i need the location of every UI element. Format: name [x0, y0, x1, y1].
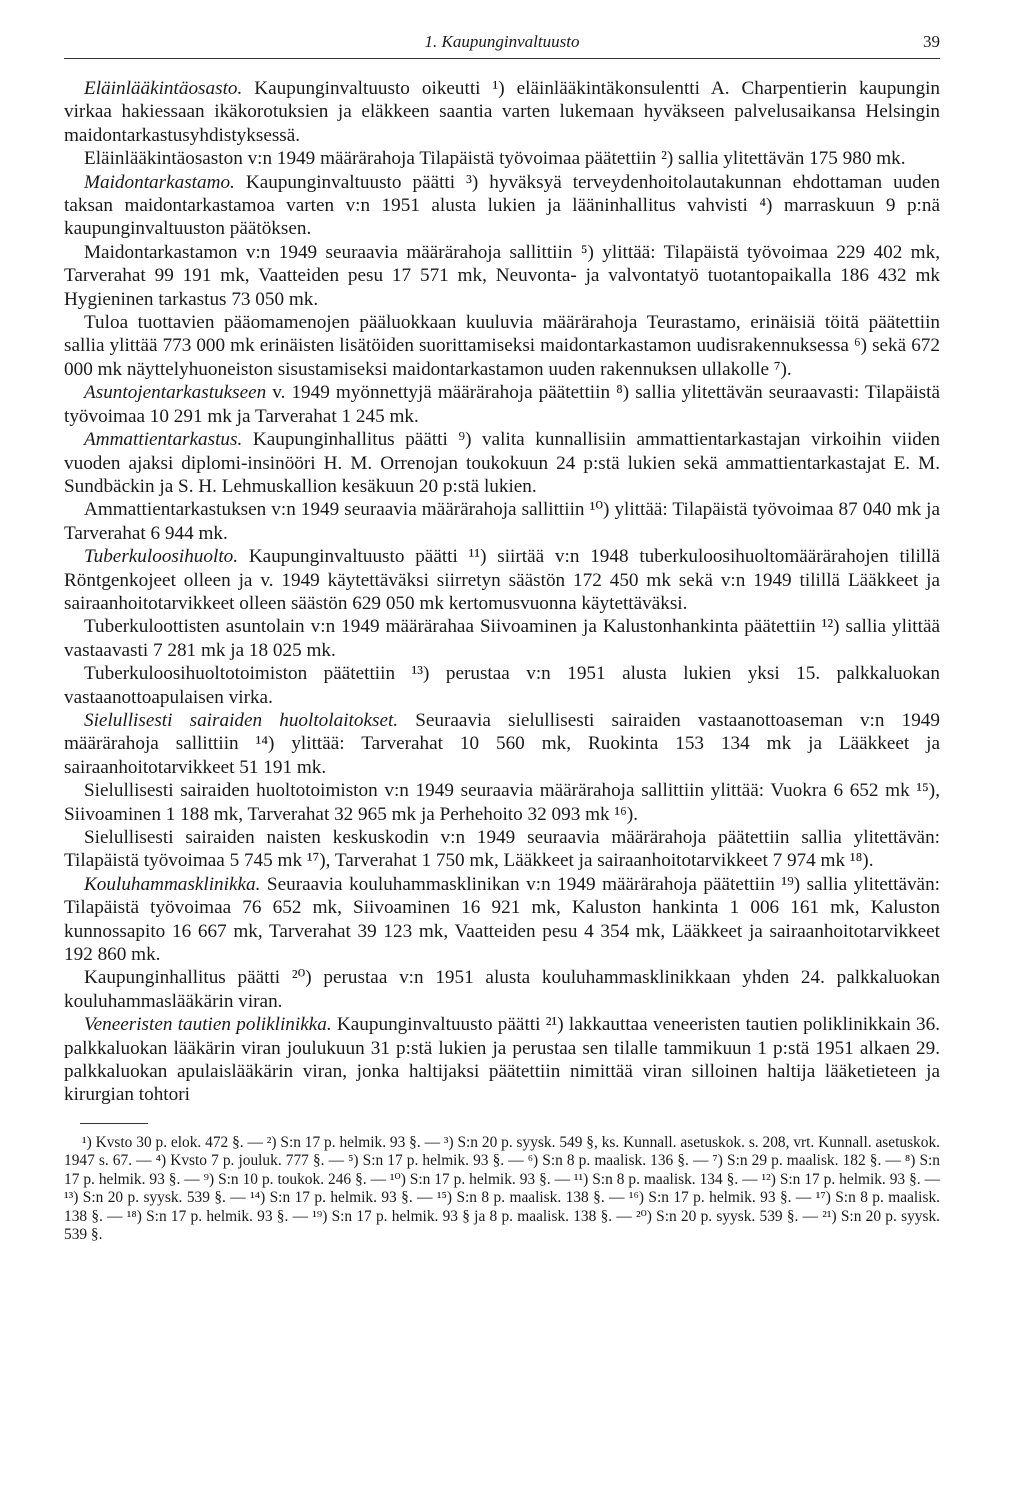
document-page — [64, 28, 940, 1244]
paragraph-text: Maidontarkastamon v:n 1949 seuraavia määrärahoja sallittiin ⁵) ylittää: Tilapäistä työvoimaa 229 402 mk, Tarverahat 99 191 mk, Vaatteiden pesu 17 571 mk, Neuvonta- ja valvontatyö tuotantopaikalla 186 432 mk Hygieninen tarkastus 73 050 mk. — [64, 241, 940, 310]
paragraph-text: Eläinlääkintäosaston v:n 1949 määrärahoja Tilapäistä työvoimaa päätettiin ²) sallia ylitettävän 175 980 mk. — [84, 148, 906, 170]
paragraph — [64, 311, 940, 381]
paragraph — [64, 498, 940, 545]
paragraph-text: v. 1949 myönnettyjä määrärahoja päätettiin ⁸) sallia ylitettävän seuraavasti: Tilapäistä työvoimaa 10 291 mk ja Tarverahat 1 245 mk. — [64, 382, 940, 427]
paragraph — [64, 428, 940, 498]
paragraph-text: Tuberkuloosihuoltotoimiston päätettiin ¹³) perustaa v:n 1951 alusta lukien yksi 15. palkkaluokan vastaanottoapulaisen virka. — [64, 663, 940, 708]
paragraph-text: Kaupunginhallitus päätti ²⁰) perustaa v:n 1951 alusta kouluhammasklinikkaan yhden 24. palkkaluokan kouluhammaslääkärin viran. — [64, 967, 941, 1012]
header-rule — [64, 58, 940, 59]
paragraph — [64, 966, 940, 1013]
section-heading: Tuberkuloosihuolto. — [84, 546, 239, 568]
paragraph — [64, 171, 940, 241]
paragraph — [64, 615, 940, 662]
paragraph — [64, 545, 940, 615]
section-heading: Sielullisesti sairaiden huoltolaitokset. — [84, 709, 399, 731]
paragraph-text: Sielullisesti sairaiden naisten keskuskodin v:n 1949 seuraavia määrärahoja päätettiin sallia ylitettävän: Tilapäistä työvoimaa 5 745 mk ¹⁷), Tarverahat 1 750 mk, Lääkkeet ja sairaanhoitotarvikkeet 7 974 mk ¹⁸). — [64, 827, 940, 872]
paragraph — [64, 779, 940, 826]
section-heading: Asuntojentarkastukseen — [84, 382, 267, 404]
section-heading: Maidontarkastamo. — [84, 171, 235, 193]
paragraph-text: Seuraavia kouluhammasklinikan v:n 1949 määrärahoja päätettiin ¹⁹) sallia ylitettävän: Tilapäistä työvoimaa 76 652 mk, Siivoaminen 16 921 mk, Kaluston hankinta 1 006 161 mk, Kaluston kunnossapito 16 667 mk, Tarverahat 39 123 mk, Vaatteiden pesu 4 354 mk, Lääkkeet ja sairaanhoitotarvikkeet 192 860 mk. — [64, 873, 940, 966]
paragraph-text: Kaupunginvaltuusto päätti ³) hyväksyä terveydenhoitolautakunnan ehdottaman uuden taksan maidontarkastamoa varten v:n 1951 alusta lukien ja lääninhallitus vahvisti ⁴) marraskuun 9 p:nä kaupunginvaltuuston päätöksen. — [64, 171, 940, 240]
paragraph-text: Kaupunginvaltuusto oikeutti ¹) eläinlääkintäkonsulentti A. Charpentierin kaupungin virkaa hakiessaan ikäkorotuksien ja eläkkeen saantia varten lukemaan hyväkseen palvelusaikansa Helsingin maidontarkastusyhdistyksessä. — [64, 78, 940, 146]
section-heading: Veneeristen tautien poliklinikka. — [84, 1014, 332, 1036]
paragraph-text: Tuloa tuottavien pääomamenojen pääluokkaan kuuluvia määrärahoja Teurastamo, erinäisiä töitä päätettiin sallia ylittää 773 000 mk erinäisten lisätöiden suorittamiseksi maidontarkastamon uudisrakennuksessa ⁶) sekä 672 000 mk näyttelyhuoneiston sisustamiseksi maidontarkastamon uuden rakennuksen ullakolle ⁷). — [64, 312, 940, 380]
section-heading: Kouluhammasklinikka. — [84, 873, 261, 895]
paragraph — [64, 381, 940, 428]
paragraph — [64, 826, 940, 873]
paragraph — [64, 77, 940, 147]
paragraph-text: Kaupunginhallitus päätti ⁹) valita kunnallisiin ammattientarkastajan virkoihin viiden vuoden ajaksi diplomi-insinööri H. M. Orrenojan toukokuun 24 p:stä lukien sekä ammattientarkastajat E. M. Sundbäckin ja S. H. Lehmuskallion kesäkuun 20 p:stä lukien. — [64, 429, 940, 497]
running-header — [64, 28, 940, 56]
paragraph — [64, 1013, 940, 1107]
running-title: 1. Kaupunginvaltuusto — [424, 32, 580, 51]
paragraph-text: Ammattientarkastuksen v:n 1949 seuraavia määrärahoja sallittiin ¹⁰) ylittää: Tilapäistä työvoimaa 87 040 mk ja Tarverahat 6 944 mk. — [64, 499, 940, 544]
page-number: 39 — [923, 32, 940, 51]
footnote-rule — [80, 1123, 148, 1124]
body-text — [64, 77, 940, 1107]
paragraph — [64, 147, 940, 170]
paragraph-text: Sielullisesti sairaiden huoltotoimiston v:n 1949 seuraavia määrärahoja sallittiin ylittää: Vuokra 6 652 mk ¹⁵), Siivoaminen 1 188 mk, Tarverahat 32 965 mk ja Perhehoito 32 093 mk ¹⁶). — [64, 780, 940, 825]
paragraph — [64, 662, 940, 709]
paragraph — [64, 873, 940, 967]
section-heading: Ammattientarkastus. — [84, 429, 243, 451]
paragraph-text: Kaupunginvaltuusto päätti ²¹) lakkauttaa veneeristen tautien poliklinikkain 36. palkkaluokan lääkärin viran joulukuun 31 p:stä lukien ja perustaa sen tilalle tammikuun 1 p:stä 1951 alkaen 29. palkkaluokan apulaislääkärin viran, jonka haltijaksi päätettiin nimittää viran silloinen haltija lääketieteen ja kirurgian tohtori — [64, 1014, 940, 1106]
paragraph-text: Tuberkuloottisten asuntolain v:n 1949 määrärahaa Siivoaminen ja Kalustonhankinta päätettiin ¹²) sallia ylittää vastaavasti 7 281 mk ja 18 025 mk. — [64, 616, 940, 661]
paragraph — [64, 709, 940, 779]
paragraph-text: Seuraavia sielullisesti sairaiden vastaanottoaseman v:n 1949 määrärahoja sallittiin ¹⁴) ylittää: Tarverahat 10 560 mk, Ruokinta 153 134 mk ja Lääkkeet ja sairaanhoitotarvikkeet 51 191 mk. — [64, 709, 940, 778]
section-heading: Eläinlääkintäosasto. — [84, 78, 243, 99]
footnotes: ¹) Kvsto 30 p. elok. 472 §. — ²) S:n 17 p. helmik. 93 §. — ³) S:n 20 p. syysk. 549 §, ks. Kunnall. asetuskok. s. 208, vrt. Kunnall. asetuskok. 1947 s. 67. — ⁴) Kvsto 7 p. jouluk. 777 §. — ⁵) S:n 17 p. helmik. 93 §. — ⁶) S:n 8 p. maalisk. 136 §. — ⁷) S:n 29 p. maalisk. 182 §. — ⁸) S:n 17 p. helmik. 93 §. — ⁹) S:n 10 p. toukok. 246 §. — ¹⁰) S:n 17 p. helmik. 93 §. — ¹¹) S:n 8 p. maalisk. 134 §. — ¹²) S:n 17 p. helmik. 93 §. — ¹³) S:n 20 p. syysk. 539 §. — ¹⁴) S:n 17 p. helmik. 93 §. — ¹⁵) S:n 8 p. maalisk. 138 §. — ¹⁶) S:n 17 p. helmik. 93 §. — ¹⁷) S:n 8 p. maalisk. 138 §. — ¹⁸) S:n 17 p. helmik. 93 §. — ¹⁹) S:n 17 p. helmik. 93 § ja 8 p. maalisk. 138 §. — ²⁰) S:n 20 p. syysk. 539 §. — ²¹) S:n 20 p. syysk. 539 §. — [64, 1133, 940, 1243]
paragraph — [64, 241, 940, 311]
paragraph-text: Kaupunginvaltuusto päätti ¹¹) siirtää v:n 1948 tuberkuloosihuoltomäärärahojen tilillä Röntgenkojeet olleen ja v. 1949 käytettäväksi siirretyn säästön 172 450 mk sekä v:n 1949 tilillä Lääkkeet ja sairaanhoitotarvikkeet olleen säästön 629 050 mk kertomusvuonna käytettäväksi. — [64, 546, 940, 614]
